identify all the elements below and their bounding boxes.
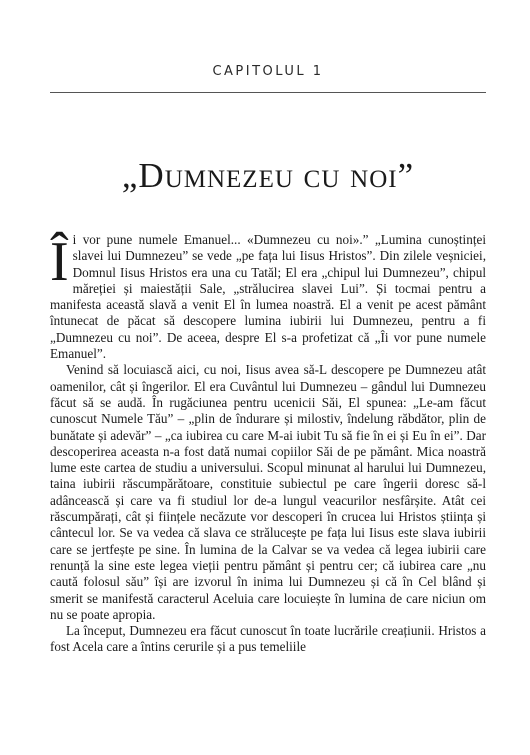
paragraph	[50, 232, 486, 362]
drop-cap: Î	[50, 231, 69, 293]
chapter-title: „Dumnezeu cu noi”	[121, 156, 415, 195]
chapter-label: CAPITOLUL 1	[212, 64, 324, 79]
chapter-divider	[50, 92, 486, 93]
paragraph: La început, Dumnezeu era făcut cunoscut în toate lucrările creațiunii. Hristos a fost Acela care a întins cerurile și a pus temeliile	[50, 623, 486, 655]
body-text	[50, 232, 486, 656]
paragraph-text: i vor pune numele Emanuel... «Dumnezeu cu noi».” „Lumina cunoștinței slavei lui Dumnezeu” se vede „pe fața lui Iisus Hristos”. Din zilele veșniciei, Domnul Iisus Hristos era una cu Tatăl; El era „chipul lui Dumnezeu”, chipul măreției și maiestății Sale, „strălucirea slavei Lui”. Și tocmai pentru a manifesta această slavă a venit El în lumea noastră. El a venit pe acest pământ întunecat de păcat să descopere lumina iubirii lui Dumnezeu, pentru a fi „Dumnezeu cu noi”. De aceea, despre El s-a profetizat că „Îi vor pune numele Emanuel”.	[50, 232, 486, 362]
paragraph: Venind să locuiască aici, cu noi, Iisus avea să-L descopere pe Dumnezeu atât oamenilor, cât și îngerilor. El era Cuvântul lui Dumnezeu – gândul lui Dumnezeu făcut să se audă. În rugăciunea pentru ucenicii Săi, El spunea: „Le-am făcut cunoscut Numele Tău” – „plin de îndurare și milostiv, îndelung răbdător, plin de bunătate și adevăr” – „ca iubirea cu care M-ai iubit Tu să fie în ei și Eu în ei”. Dar descoperirea aceasta n-a fost dată numai copiilor Săi de pe pământ. Mica noastră lume este cartea de studiu a universului. Scopul minunat al harului lui Dumnezeu, taina iubirii răscumpărătoare, constituie subiectul pe care îngerii doresc să-l adâncească și care va fi studiul lor de-a lungul veacurilor nesfârșite. Atât cei răscumpărați, cât și ființele necăzute vor descoperi în crucea lui Hristos știința și cântecul lor. Se va vedea că slava ce strălucește pe fața lui Iisus este slava iubirii care se jertfește pe sine. În lumina de la Calvar se va vedea că legea iubirii care renunță la sine este legea vieții pentru pământ și pentru cer; că iubirea care „nu caută folosul său” își are izvorul în inima lui Dumnezeu și că în Cel blând și smerit se manifestă caracterul Aceluia care locuiește în lumina de care niciun om nu se poate apropia.	[50, 362, 486, 622]
